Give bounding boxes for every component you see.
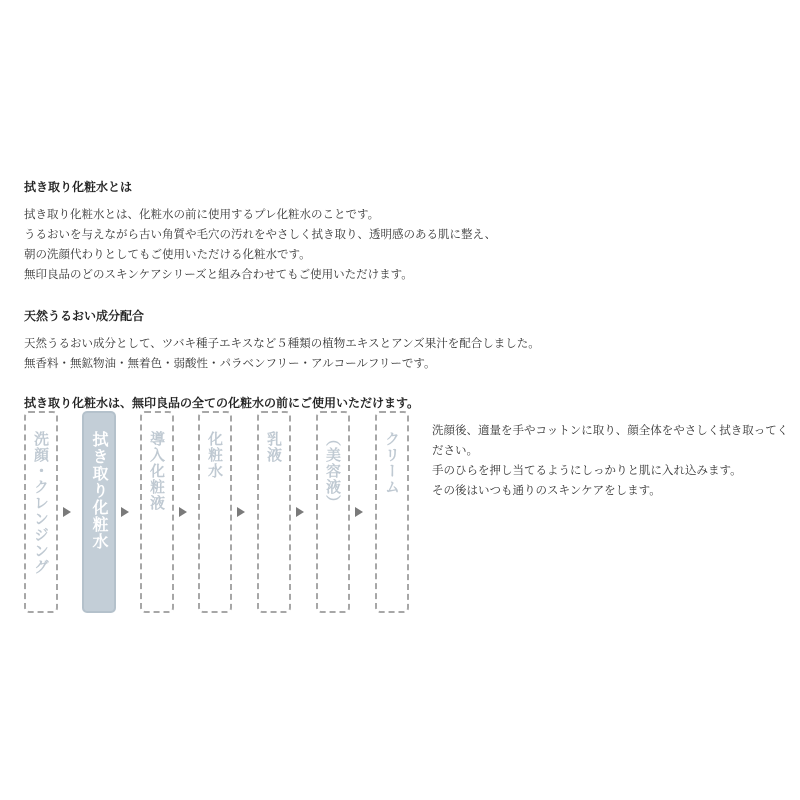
step-label: 乳液	[265, 431, 283, 463]
step-booster	[140, 411, 174, 613]
arrow-right-icon	[237, 507, 245, 517]
section-heading-what-is: 拭き取り化粧水とは	[24, 180, 133, 194]
step-label: 導入化粧液	[148, 431, 166, 511]
step-serum	[316, 411, 350, 613]
instruction-line: 手のひらを押し当てるようにしっかりと肌に入れ込みます。	[432, 463, 742, 477]
section-heading-usage-order: 拭き取り化粧水は、無印良品の全ての化粧水の前にご使用いただけます。	[24, 396, 420, 410]
arrow-right-icon	[63, 507, 71, 517]
step-wiping-lotion	[82, 411, 116, 613]
section-body-what-is	[24, 204, 496, 284]
instruction-line: ださい。	[432, 443, 478, 457]
step-label: クリーム	[383, 431, 401, 495]
arrow-right-icon	[179, 507, 187, 517]
section-heading-moisture: 天然うるおい成分配合	[24, 309, 145, 323]
body-line: 無印良品のどのスキンケアシリーズと組み合わせてもご使用いただけます。	[24, 267, 413, 281]
instruction-line: その後はいつも通りのスキンケアをします。	[432, 483, 661, 497]
step-lotion	[198, 411, 232, 613]
section-body-moisture	[24, 333, 540, 373]
step-label: （美容液）	[324, 431, 342, 511]
step-label: 洗顔・クレンジング	[32, 431, 50, 575]
step-label: 化粧水	[206, 431, 224, 479]
step-cleansing	[24, 411, 58, 613]
skincare-steps-diagram	[24, 411, 410, 613]
step-label: 拭き取り化粧水	[90, 431, 109, 550]
step-cream	[375, 411, 409, 613]
arrow-right-icon	[121, 507, 129, 517]
body-line: 無香料・無鉱物油・無着色・弱酸性・パラベンフリー・アルコールフリーです。	[24, 356, 436, 370]
step-milk	[257, 411, 291, 613]
arrow-right-icon	[296, 507, 304, 517]
arrow-right-icon	[355, 507, 363, 517]
body-line: うるおいを与えながら古い角質や毛穴の汚れをやさしく拭き取り、透明感のある肌に整え、	[24, 227, 497, 241]
usage-instructions	[432, 420, 792, 500]
instruction-line: 洗顔後、適量を手やコットンに取り、顔全体をやさしく拭き取ってく	[432, 423, 789, 437]
body-line: 天然うるおい成分として、ツバキ種子エキスなど５種類の植物エキスとアンズ果汁を配合しました。	[24, 336, 540, 350]
body-line: 朝の洗顔代わりとしてもご使用いただける化粧水です。	[24, 247, 311, 261]
body-line: 拭き取り化粧水とは、化粧水の前に使用するプレ化粧水のことです。	[24, 207, 380, 221]
